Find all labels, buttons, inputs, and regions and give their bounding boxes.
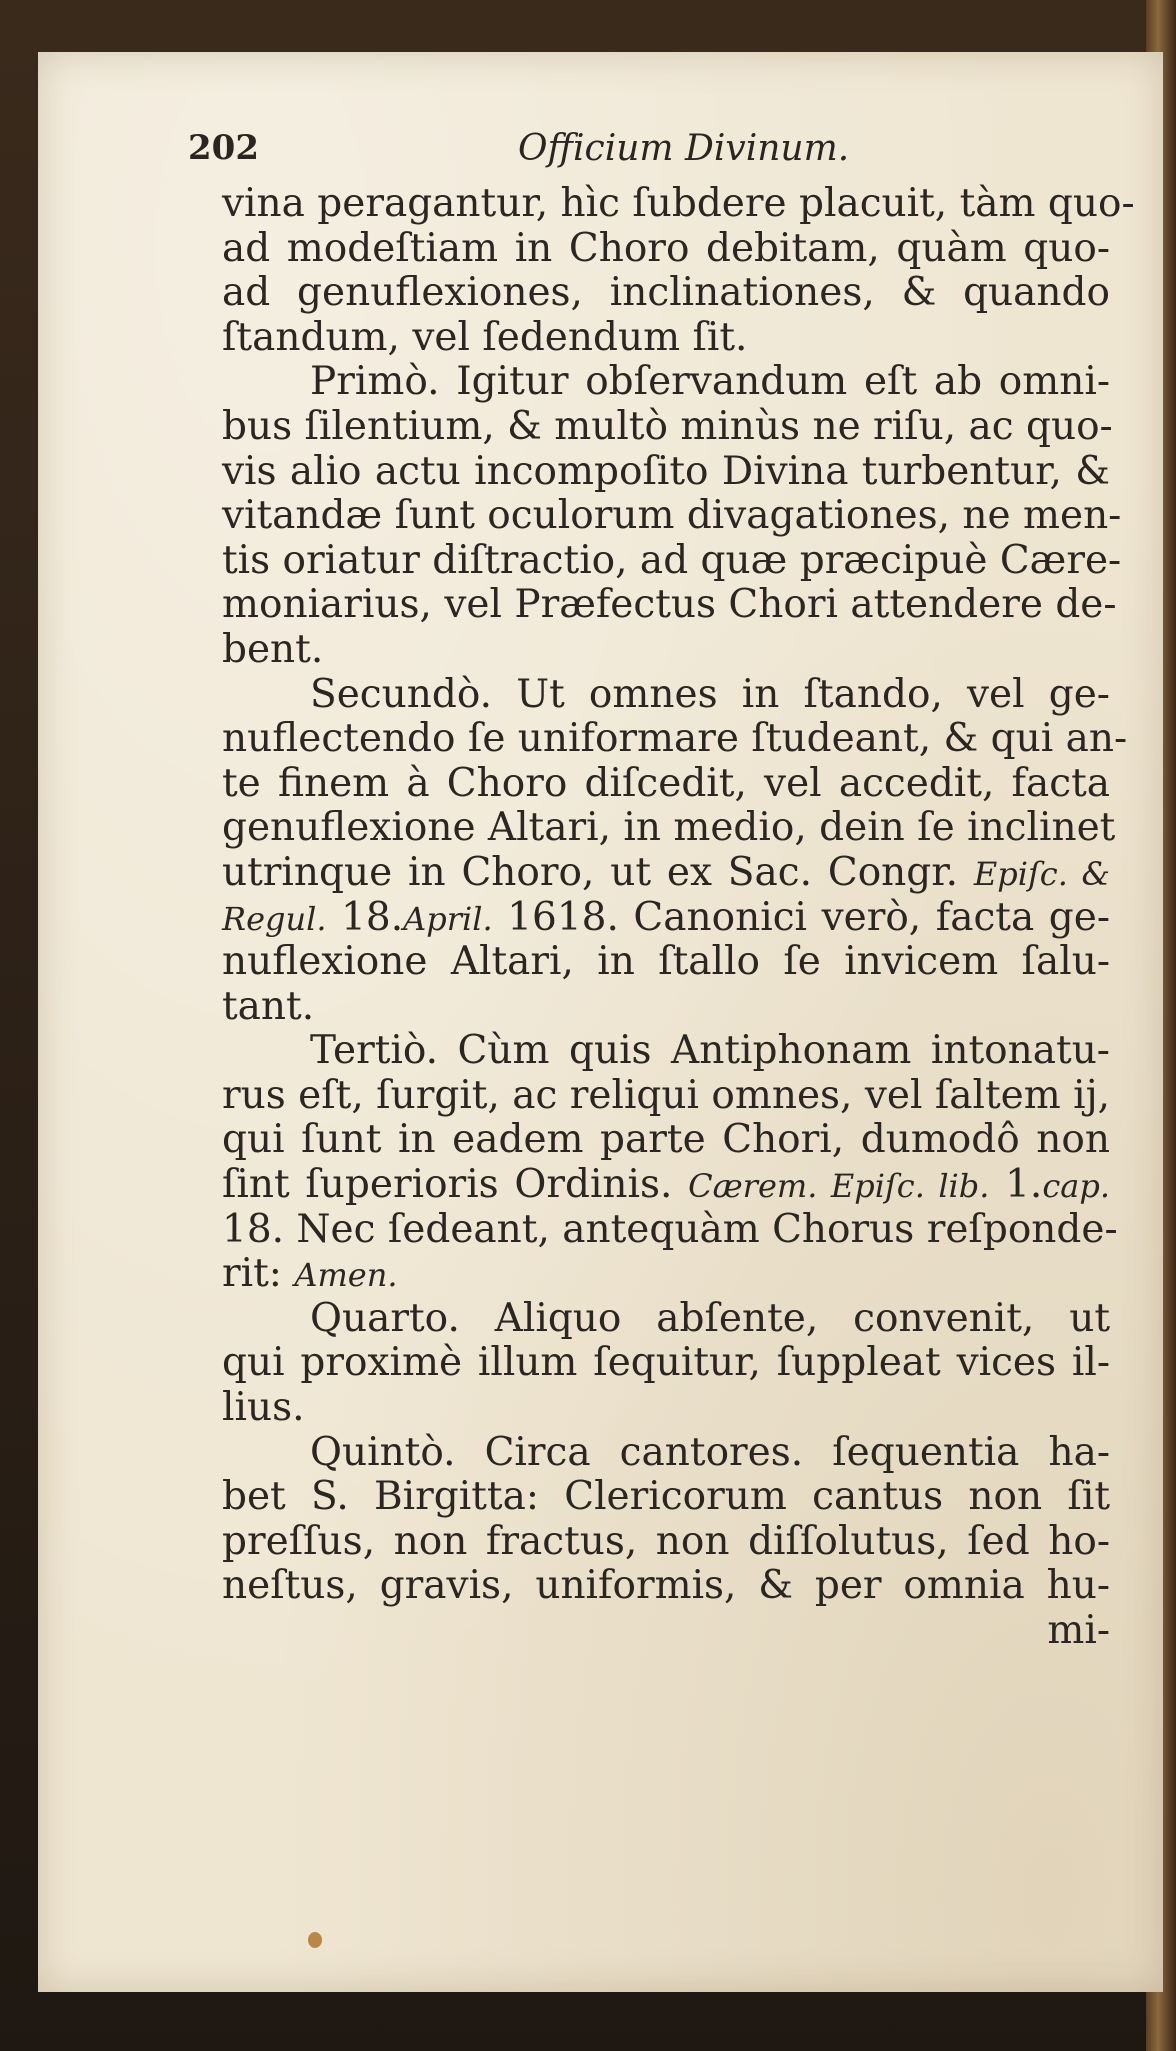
paragraph-tertio-start: Tertiò. Cùm quis Antiphonam intonatu-	[310, 1028, 1110, 1074]
text-line-with-citation	[222, 851, 1110, 896]
amen-italic: Amen.	[294, 1256, 398, 1295]
text-line: neſtus, gravis, uniformis, & per omnia hu-	[222, 1563, 1110, 1609]
paragraph-quinto-start: Quintò. Circa cantores. ſequentia ha-	[310, 1429, 1110, 1475]
citation-april: April.	[403, 899, 493, 938]
text-line: genuflexione Altari, in medio, dein ſe inclinet	[222, 805, 1116, 851]
text-line: te finem à Choro diſcedit, vel accedit, facta	[222, 760, 1110, 806]
text-line-with-citation	[222, 896, 1110, 941]
text-line: moniarius, vel Præfectus Chori attendere de-	[222, 582, 1117, 628]
text-line: ad genuflexiones, inclinationes, & quando	[222, 270, 1110, 316]
text-line: 18. Nec ſedeant, antequàm Chorus reſponde-	[222, 1206, 1118, 1252]
body-text	[222, 181, 1135, 1654]
text-line: rus eſt, ſurgit, ac reliqui omnes, vel ſaltem ij,	[222, 1072, 1111, 1118]
citation-day: 18.	[341, 894, 404, 940]
text-line: bent.	[222, 626, 324, 672]
text-line: ad modeſtiam in Choro debitam, quàm quo-	[222, 225, 1110, 271]
citation-cap: cap.	[1042, 1167, 1110, 1206]
text-line: tant.	[222, 983, 315, 1029]
text-line: ſtandum, vel ſedendum ſit.	[222, 314, 748, 360]
text-segment: rit:	[222, 1251, 282, 1297]
text-line: bus ſilentium, & multò minùs ne riſu, ac quo-	[222, 403, 1113, 449]
text-line: qui ſunt in eadem parte Chori, dumodô non	[222, 1117, 1110, 1163]
text-line: vitandæ ſunt oculorum divagationes, ne men-	[222, 493, 1122, 539]
text-line: nuflexione Altari, in ſtallo ſe invicem ſalu-	[222, 939, 1110, 985]
text-line-with-citation	[222, 1163, 1110, 1208]
text-segment: ſint ſuperioris Ordinis.	[222, 1162, 673, 1208]
citation-number: 1.	[1005, 1162, 1043, 1208]
page-header	[188, 128, 948, 178]
citation-caerem: Cærem. Epiſc. lib.	[688, 1167, 990, 1206]
paragraph-quarto-start: Quarto. Aliquo abſente, convenit, ut	[310, 1295, 1110, 1341]
text-segment: utrinque in Choro, ut ex Sac. Congr.	[222, 849, 959, 895]
text-line: bet S. Birgitta: Clericorum cantus non ſit	[222, 1474, 1110, 1520]
text-line: lius.	[222, 1385, 305, 1431]
text-line: qui proximè illum ſequitur, ſuppleat vices il-	[222, 1340, 1110, 1386]
paragraph-secundo-start: Secundò. Ut omnes in ſtando, vel ge-	[310, 671, 1110, 717]
paragraph-primo-start: Primò. Igitur obſervandum eſt ab omni-	[310, 359, 1110, 405]
citation-regul: Regul.	[222, 899, 327, 938]
text-segment: 1618. Canonici verò, facta ge-	[507, 894, 1110, 940]
citation-episc: Epiſc. &	[973, 854, 1110, 893]
text-line: tis oriatur diſtractio, ad quæ præcipuè Cære-	[222, 537, 1122, 583]
text-line: vina peragantur, hìc ſubdere placuit, tàm quo-	[222, 181, 1135, 226]
text-line: nuflectendo ſe uniformare ſtudeant, & qui an-	[222, 716, 1128, 762]
catchword: mi-	[1047, 1608, 1110, 1653]
text-line-with-italic	[222, 1252, 1110, 1297]
page-number: 202	[188, 128, 259, 168]
text-line: preſſus, non fractus, non diſſolutus, ſed ho-	[222, 1518, 1110, 1564]
ink-stain	[308, 1932, 322, 1948]
running-title: Officium Divinum.	[518, 128, 850, 169]
text-line: vis alio actu incompoſito Divina turbentur, &	[222, 448, 1110, 494]
